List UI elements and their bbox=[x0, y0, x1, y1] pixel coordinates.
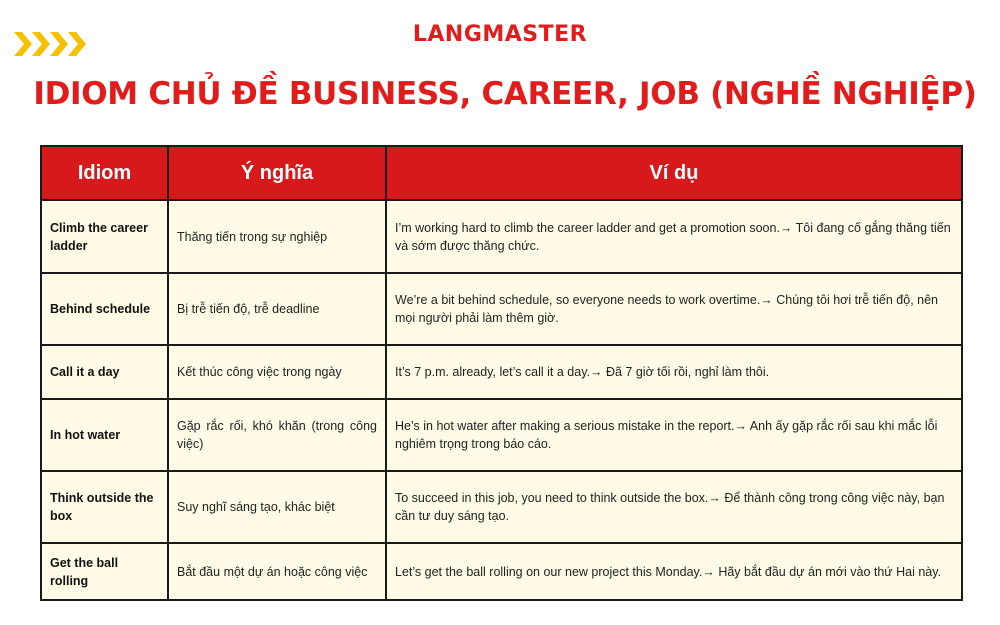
meaning-cell: Bị trễ tiến độ, trễ deadline bbox=[168, 273, 386, 345]
idiom-cell: Call it a day bbox=[41, 345, 168, 399]
meaning-cell: Bắt đầu một dự án hoặc công việc bbox=[168, 543, 386, 600]
example-cell: To succeed in this job, you need to think outside the box.→ Để thành công trong công việc này, bạn cần tư duy sáng tạo. bbox=[386, 471, 962, 543]
header-meaning: Ý nghĩa bbox=[168, 146, 386, 200]
idiom-cell: Get the ball rolling bbox=[41, 543, 168, 600]
table-row bbox=[41, 273, 962, 345]
example-cell: It’s 7 p.m. already, let’s call it a day.→ Đã 7 giờ tối rồi, nghỉ làm thôi. bbox=[386, 345, 962, 399]
example-cell: Let’s get the ball rolling on our new project this Monday.→ Hãy bắt đầu dự án mới vào thứ Hai này. bbox=[386, 543, 962, 600]
example-cell: I’m working hard to climb the career ladder and get a promotion soon.→ Tôi đang cố gắng thăng tiến và sớm được thăng chức. bbox=[386, 200, 962, 273]
meaning-cell: Kết thúc công việc trong ngày bbox=[168, 345, 386, 399]
meaning-cell: Gặp rắc rối, khó khăn (trong công việc) bbox=[168, 399, 386, 471]
brand-logo: LANGMASTER bbox=[412, 22, 588, 47]
example-cell: He’s in hot water after making a serious mistake in the report.→ Anh ấy gặp rắc rối sau khi mắc lỗi nghiêm trọng trong báo cáo. bbox=[386, 399, 962, 471]
idiom-cell: Climb the career ladder bbox=[41, 200, 168, 273]
meaning-cell: Thăng tiến trong sự nghiệp bbox=[168, 200, 386, 273]
table-row bbox=[41, 200, 962, 273]
page-title: IDIOM CHỦ ĐỀ BUSINESS, CAREER, JOB (NGHỀ NGHIỆP) bbox=[33, 76, 977, 112]
idiom-cell: In hot water bbox=[41, 399, 168, 471]
idiom-cell: Behind schedule bbox=[41, 273, 168, 345]
table-row bbox=[41, 345, 962, 399]
idiom-table bbox=[40, 145, 963, 601]
header-idiom: Idiom bbox=[41, 146, 168, 200]
header-example: Ví dụ bbox=[386, 146, 962, 200]
example-cell: We’re a bit behind schedule, so everyone needs to work overtime.→ Chúng tôi hơi trễ tiến độ, nên mọi người phải làm thêm giờ. bbox=[386, 273, 962, 345]
meaning-cell: Suy nghĩ sáng tạo, khác biệt bbox=[168, 471, 386, 543]
table-row bbox=[41, 399, 962, 471]
table-row bbox=[41, 543, 962, 600]
table-row bbox=[41, 471, 962, 543]
table-header-row bbox=[41, 146, 962, 200]
idiom-cell: Think outside the box bbox=[41, 471, 168, 543]
